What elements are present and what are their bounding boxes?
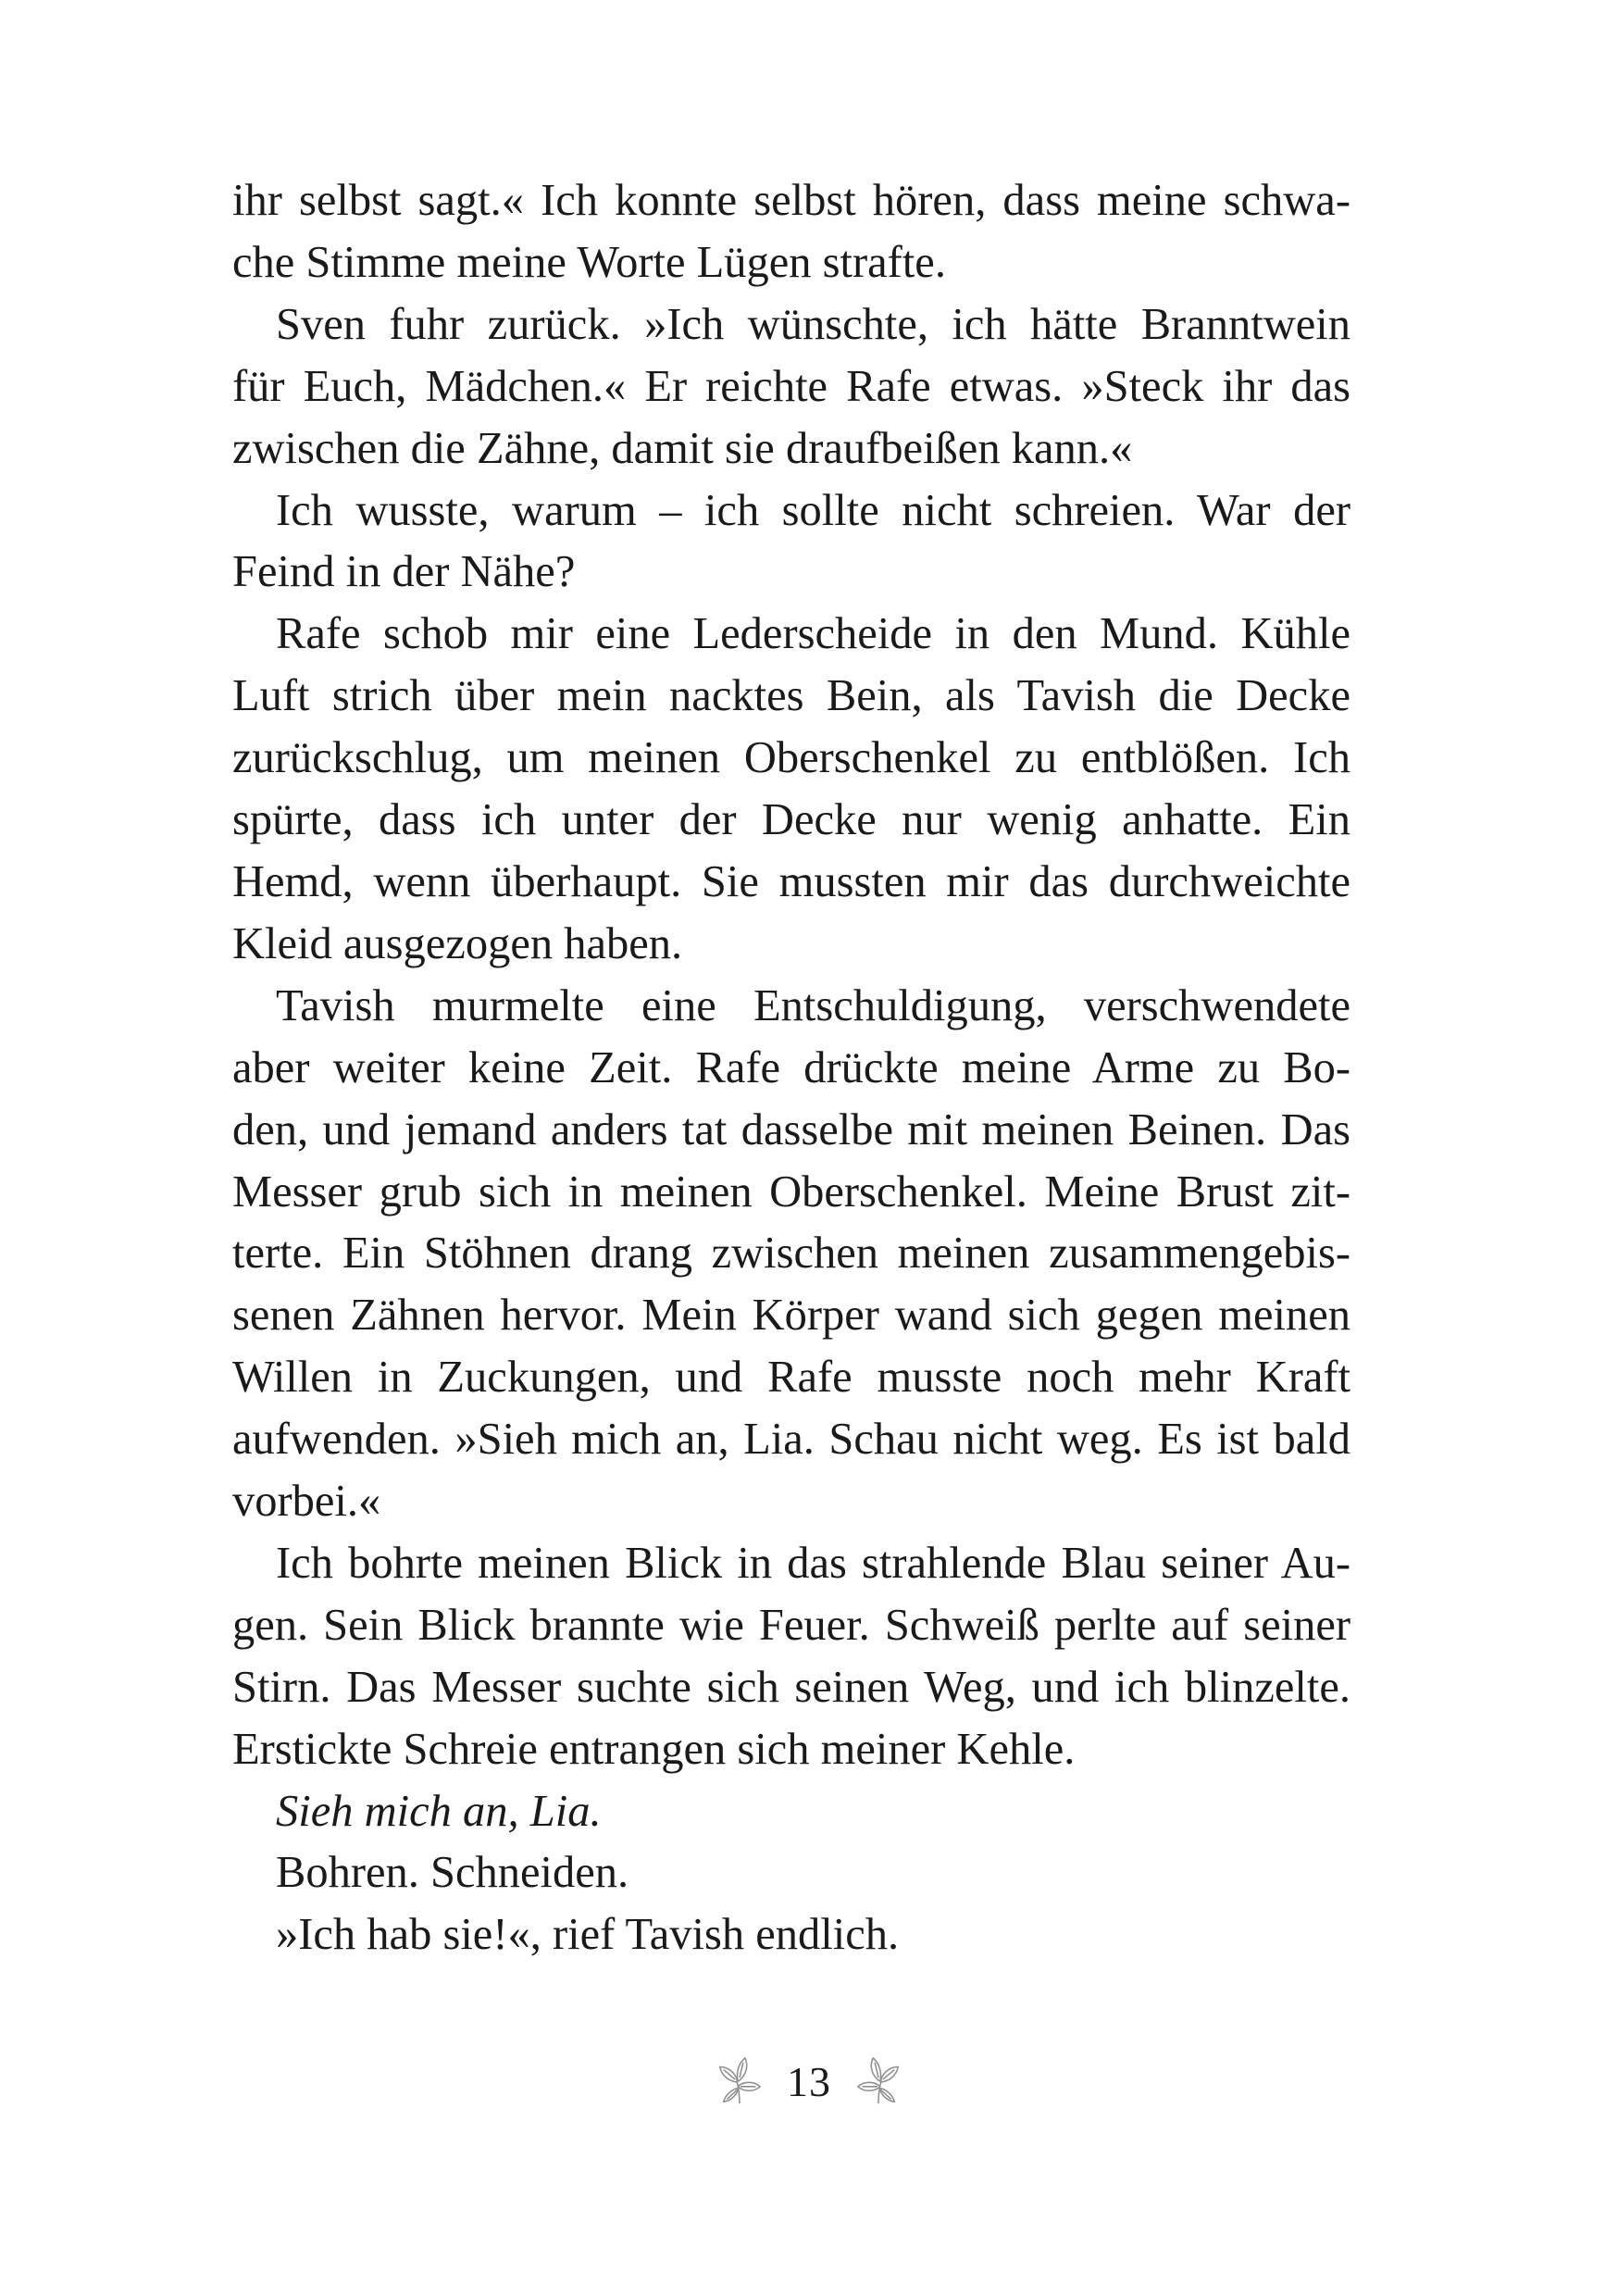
text-line: Luft strich über mein nacktes Bein, als Tavish die Decke (232, 671, 1350, 721)
page-footer (0, 2044, 1618, 2118)
text-line: zwischen die Zähne, damit sie draufbeißen kann.« (232, 423, 1133, 473)
paragraph (232, 170, 1350, 294)
text-line: gen. Sein Blick brannte wie Feuer. Schweiß perlte auf seiner (232, 1600, 1350, 1650)
paragraph (232, 1533, 1350, 1781)
body-text (232, 170, 1350, 1966)
text-line: Sieh mich an, Lia. (276, 1786, 602, 1836)
text-line: spürte, dass ich unter der Decke nur wenig anhatte. Ein (232, 795, 1350, 845)
text-line: vorbei.« (232, 1477, 381, 1527)
paragraph (232, 294, 1350, 480)
text-line: terte. Ein Stöhnen drang zwischen meinen zusammengebis- (232, 1229, 1350, 1279)
paragraph (232, 480, 1350, 605)
text-line: »Ich hab sie!«, rief Tavish endlich. (276, 1910, 900, 1960)
text-line: Sven fuhr zurück. »Ich wünschte, ich hätte Branntwein (276, 299, 1350, 349)
text-line: senen Zähnen hervor. Mein Körper wand sich gegen meinen (232, 1291, 1350, 1341)
paragraph (232, 1781, 1350, 1843)
text-line: den, und jemand anders tat dasselbe mit meinen Beinen. Das (232, 1104, 1350, 1154)
text-line: Messer grub sich in meinen Oberschenkel. Meine Brust zit- (232, 1167, 1350, 1217)
text-line: aber weiter keine Zeit. Rafe drückte meine Arme zu Bo- (232, 1042, 1350, 1092)
text-line: ihr selbst sagt.« Ich konnte selbst hören, dass meine schwa- (232, 176, 1350, 225)
text-line: für Euch, Mädchen.« Er reichte Rafe etwas. »Steck ihr das (232, 361, 1350, 411)
paragraph (232, 1904, 1350, 1966)
text-line: aufwenden. »Sieh mich an, Lia. Schau nicht weg. Es ist bald (232, 1415, 1350, 1465)
text-line: zurückschlug, um meinen Oberschenkel zu entblößen. Ich (232, 733, 1350, 783)
text-line: Ich wusste, warum – ich sollte nicht schreien. War der (276, 485, 1350, 535)
text-line: Bohren. Schneiden. (276, 1848, 629, 1898)
paragraph (232, 976, 1350, 1533)
leaf-ornament-icon (713, 2054, 766, 2108)
text-line: Willen in Zuckungen, und Rafe musste noch mehr Kraft (232, 1353, 1350, 1403)
text-line: Erstickte Schreie entrangen sich meiner Kehle. (232, 1724, 1076, 1774)
text-line: Hemd, wenn überhaupt. Sie mussten mir das durchweichte (232, 856, 1350, 906)
text-line: Rafe schob mir eine Lederscheide in den Mund. Kühle (276, 609, 1350, 659)
paragraph (232, 1842, 1350, 1904)
text-line: Ich bohrte meinen Blick in das strahlende Blau seiner Au- (276, 1538, 1350, 1588)
paragraph (232, 604, 1350, 975)
text-line: che Stimme meine Worte Lügen strafte. (232, 237, 946, 287)
text-line: Feind in der Nähe? (232, 547, 576, 597)
text-line: Stirn. Das Messer suchte sich seinen Weg, und ich blinzelte. (232, 1662, 1350, 1712)
leaf-ornament-icon (852, 2054, 905, 2108)
page-number: 13 (787, 2057, 831, 2105)
text-line: Kleid ausgezogen haben. (232, 918, 683, 968)
text-line: Tavish murmelte eine Entschuldigung, verschwendete (276, 980, 1350, 1030)
